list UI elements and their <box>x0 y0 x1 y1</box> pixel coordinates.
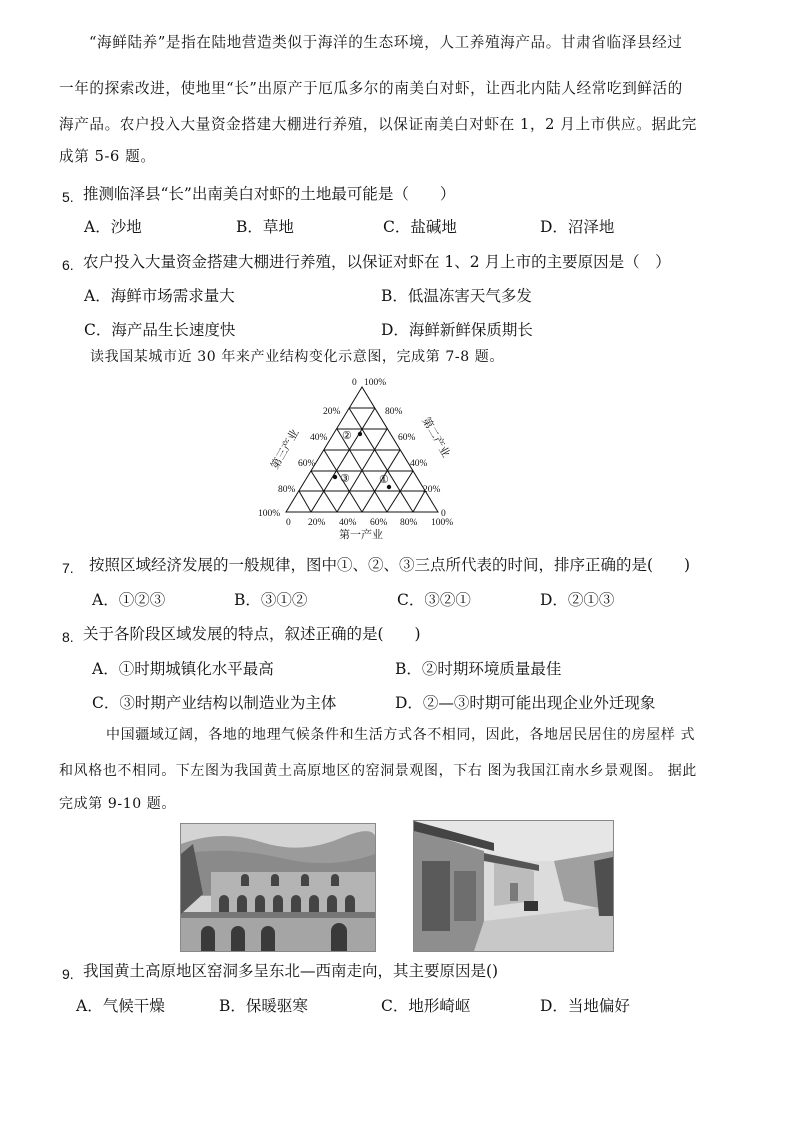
bottom-tick-100: 100% <box>431 518 454 528</box>
q5-option-a[interactable]: A．沙地 <box>84 218 142 236</box>
point-3-marker <box>333 475 337 479</box>
q6-number: 6. <box>62 257 74 273</box>
ternary-diagram <box>255 373 465 543</box>
point-2-marker <box>358 432 362 436</box>
q9-option-c[interactable]: C．地形崎岖 <box>381 997 471 1015</box>
left-axis-label: 第三产业 <box>269 427 302 472</box>
q8-option-c[interactable]: C．③时期产业结构以制造业为主体 <box>92 694 337 712</box>
q8-option-a[interactable]: A．①时期城镇化水平最高 <box>92 660 274 678</box>
intro3-line1: 中国疆域辽阔，各地的地理气候条件和生活方式各不相同，因此，各地居民居住的房屋样 式 <box>106 727 696 743</box>
ternary-points <box>333 430 391 489</box>
q9-stem: 我国黄土高原地区窑洞多呈东北—西南走向，其主要原因是() <box>83 962 499 980</box>
q7-option-b[interactable]: B．③①② <box>234 591 308 609</box>
bottom-tick-20: 20% <box>308 518 326 528</box>
intro1-line4: 成第 5-6 题。 <box>59 148 156 165</box>
q9-option-d[interactable]: D．当地偏好 <box>540 997 630 1015</box>
left-tick-100: 100% <box>258 509 281 519</box>
right-tick-0: 0 <box>441 509 446 519</box>
right-tick-60: 60% <box>398 433 416 443</box>
q5-option-b[interactable]: B．草地 <box>236 218 294 236</box>
left-tick-20: 20% <box>323 407 341 417</box>
bottom-axis-label: 第一产业 <box>339 529 383 541</box>
bottom-tick-80: 80% <box>400 518 418 528</box>
intro3-line3: 完成第 9-10 题。 <box>59 796 176 812</box>
q8-stem: 关于各阶段区域发展的特点，叙述正确的是( ) <box>83 625 421 643</box>
left-tick-80: 80% <box>278 485 296 495</box>
q5-number: 5. <box>62 189 74 205</box>
point-3-label: ③ <box>340 473 350 485</box>
left-tick-0: 0 <box>352 378 357 388</box>
q5-stem: 推测临泽县“长”出南美白对虾的土地最可能是（ ） <box>83 185 456 203</box>
q6-stem: 农户投入大量资金搭建大棚进行养殖，以保证对虾在 1、2 月上市的主要原因是（ ） <box>83 253 671 271</box>
ternary-grid <box>286 387 438 512</box>
q7-option-c[interactable]: C．③②① <box>397 591 471 609</box>
q9-option-b[interactable]: B．保暖驱寒 <box>219 997 308 1015</box>
right-tick-40: 40% <box>410 459 428 469</box>
bottom-tick-60: 60% <box>370 518 388 528</box>
right-tick-80: 80% <box>385 407 403 417</box>
q7-stem: 按照区域经济发展的一般规律，图中①、②、③三点所代表的时间，排序正确的是( ) <box>89 556 691 574</box>
water-town-photo <box>413 820 614 952</box>
q7-option-a[interactable]: A．①②③ <box>92 591 166 609</box>
q6-option-d[interactable]: D．海鲜新鲜保质期长 <box>381 321 533 339</box>
left-tick-60: 60% <box>298 459 316 469</box>
bottom-tick-0: 0 <box>286 518 291 528</box>
q8-number: 8. <box>62 629 74 645</box>
q6-option-a[interactable]: A．海鲜市场需求量大 <box>84 287 235 305</box>
point-2-label: ② <box>342 430 352 442</box>
intro1-line2: 一年的探索改进，使地里“长”出原产于厄瓜多尔的南美白对虾，让西北内陆人经常吃到鲜活的 <box>59 80 683 97</box>
q5-option-d[interactable]: D．沼泽地 <box>540 218 615 236</box>
q6-option-b[interactable]: B．低温冻害天气多发 <box>381 287 532 305</box>
right-axis-label: 第二产业 <box>419 415 452 460</box>
q6-option-c[interactable]: C．海产品生长速度快 <box>84 321 236 339</box>
q9-number: 9. <box>62 966 74 982</box>
point-1-label: ① <box>379 474 389 486</box>
q9-option-a[interactable]: A．气候干燥 <box>76 997 165 1015</box>
cave-dwelling-photo <box>180 823 376 952</box>
q8-option-d[interactable]: D．②—③时期可能出现企业外迁现象 <box>395 694 656 712</box>
bottom-tick-40: 40% <box>339 518 357 528</box>
q7-number: 7. <box>62 560 74 576</box>
intro1-line3: 海产品。农户投入大量资金搭建大棚进行养殖，以保证南美白对虾在 1，2 月上市供应。据此完 <box>59 116 698 133</box>
left-tick-40: 40% <box>310 433 328 443</box>
intro1-line1: “海鲜陆养”是指在陆地营造类似于海洋的生态环境，人工养殖海产品。甘肃省临泽县经过 <box>89 34 683 51</box>
q8-option-b[interactable]: B．②时期环境质量最佳 <box>395 660 562 678</box>
intro3-line2: 和风格也不相同。下左图为我国黄土高原地区的窑洞景观图，下右 图为我国江南水乡景观图。 据此 <box>59 763 697 779</box>
right-tick-20: 20% <box>423 485 441 495</box>
q5-option-c[interactable]: C．盐碱地 <box>383 218 457 236</box>
intro2: 读我国某城市近 30 年来产业结构变化示意图，完成第 7-8 题。 <box>90 349 504 365</box>
q7-option-d[interactable]: D．②①③ <box>540 591 615 609</box>
right-tick-100: 100% <box>364 378 387 388</box>
